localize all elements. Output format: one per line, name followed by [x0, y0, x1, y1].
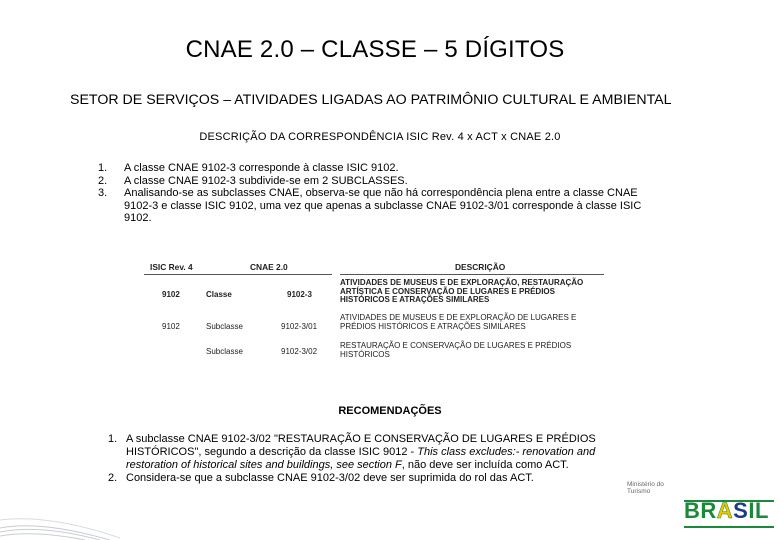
recommendations-heading: RECOMENDAÇÕES [338, 405, 442, 417]
header-description: DESCRIÇÃO [455, 262, 506, 272]
list-number: 1. [98, 162, 108, 174]
list-text: A subclasse CNAE 9102-3/02 "RESTAURAÇÃO E CONSERVAÇÃO DE LUGARES E PRÉDIOS HISTÓRICOS", segundo a descrição da classe ISIC 9012 - This class excludes:- renovation and restoration of historical sites and buildings, see section F, não deve ser incluída como ACT. [126, 433, 596, 471]
list-number: 3. [98, 187, 108, 199]
list-item [98, 175, 658, 188]
table-cell-code: 9102-3 [287, 290, 312, 299]
table-cell-isic: 9102 [162, 322, 180, 331]
brasil-logo: BRASIL [684, 498, 769, 523]
ministry-logo: Ministério do Turismo [627, 481, 664, 495]
sector-subtitle: SETOR DE SERVIÇOS – ATIVIDADES LIGADAS AO PATRIMÔNIO CULTURAL E AMBIENTAL [70, 92, 672, 108]
page-title: CNAE 2.0 – CLASSE – 5 DÍGITOS [185, 36, 565, 63]
list-text: Considera-se que a subclasse CNAE 9102-3/02 deve ser suprimida do rol das ACT. [126, 472, 534, 484]
description-heading: DESCRIÇÃO DA CORRESPONDÊNCIA ISIC Rev. 4 x ACT x CNAE 2.0 [199, 131, 561, 143]
list-number: 2. [108, 472, 118, 484]
brasil-letters: BR [684, 498, 717, 523]
list-number: 1. [108, 433, 118, 445]
table-cell-isic: 9102 [162, 290, 180, 299]
table-cell-code: 9102-3/01 [281, 322, 318, 331]
table-cell-description: ATIVIDADES DE MUSEUS E DE EXPLORAÇÃO, RESTAURAÇÃO ARTÍSTICA E CONSERVAÇÃO DE LUGARES E PRÉDIOS HISTÓRICOS E ATRAÇÕES SIMILARES [340, 278, 584, 304]
brasil-logo-stripe [684, 526, 774, 528]
list-item [98, 187, 658, 225]
header-isic: ISIC Rev. 4 [150, 262, 193, 272]
table-cell-level: Subclasse [206, 347, 243, 356]
table-cell-description: ATIVIDADES DE MUSEUS E DE EXPLORAÇÃO DE LUGARES E PRÉDIOS HISTÓRICOS E ATRAÇÕES SIMILARES [340, 313, 577, 331]
table-cell-description: RESTAURAÇÃO E CONSERVAÇÃO DE LUGARES E PRÉDIOS HISTÓRICOS [340, 341, 572, 359]
table-cell-code: 9102-3/02 [281, 347, 318, 356]
list-item [98, 162, 658, 175]
list-item [108, 472, 648, 485]
list-item [108, 433, 648, 472]
corner-decoration [0, 490, 120, 540]
header-rule [340, 274, 604, 275]
correspondence-points [98, 162, 658, 225]
recommendations-list [108, 433, 648, 485]
list-text: A classe CNAE 9102-3 subdivide-se em 2 SUBCLASSES. [124, 174, 408, 187]
list-number: 2. [98, 174, 108, 187]
header-cnae: CNAE 2.0 [250, 262, 288, 272]
table-cell-level: Classe [206, 290, 232, 299]
header-rule [144, 274, 332, 275]
list-text: A classe CNAE 9102-3 corresponde à classe ISIC 9102. [124, 162, 399, 174]
table-cell-level: Subclasse [206, 322, 243, 331]
list-text: Analisando-se as subclasses CNAE, observa-se que não há correspondência plena entre a classe CNAE 9102-3 e classe ISIC 9102, uma vez que apenas a subclasse CNAE 9102-3/01 corresponde à classe ISIC 9102. [124, 187, 642, 224]
